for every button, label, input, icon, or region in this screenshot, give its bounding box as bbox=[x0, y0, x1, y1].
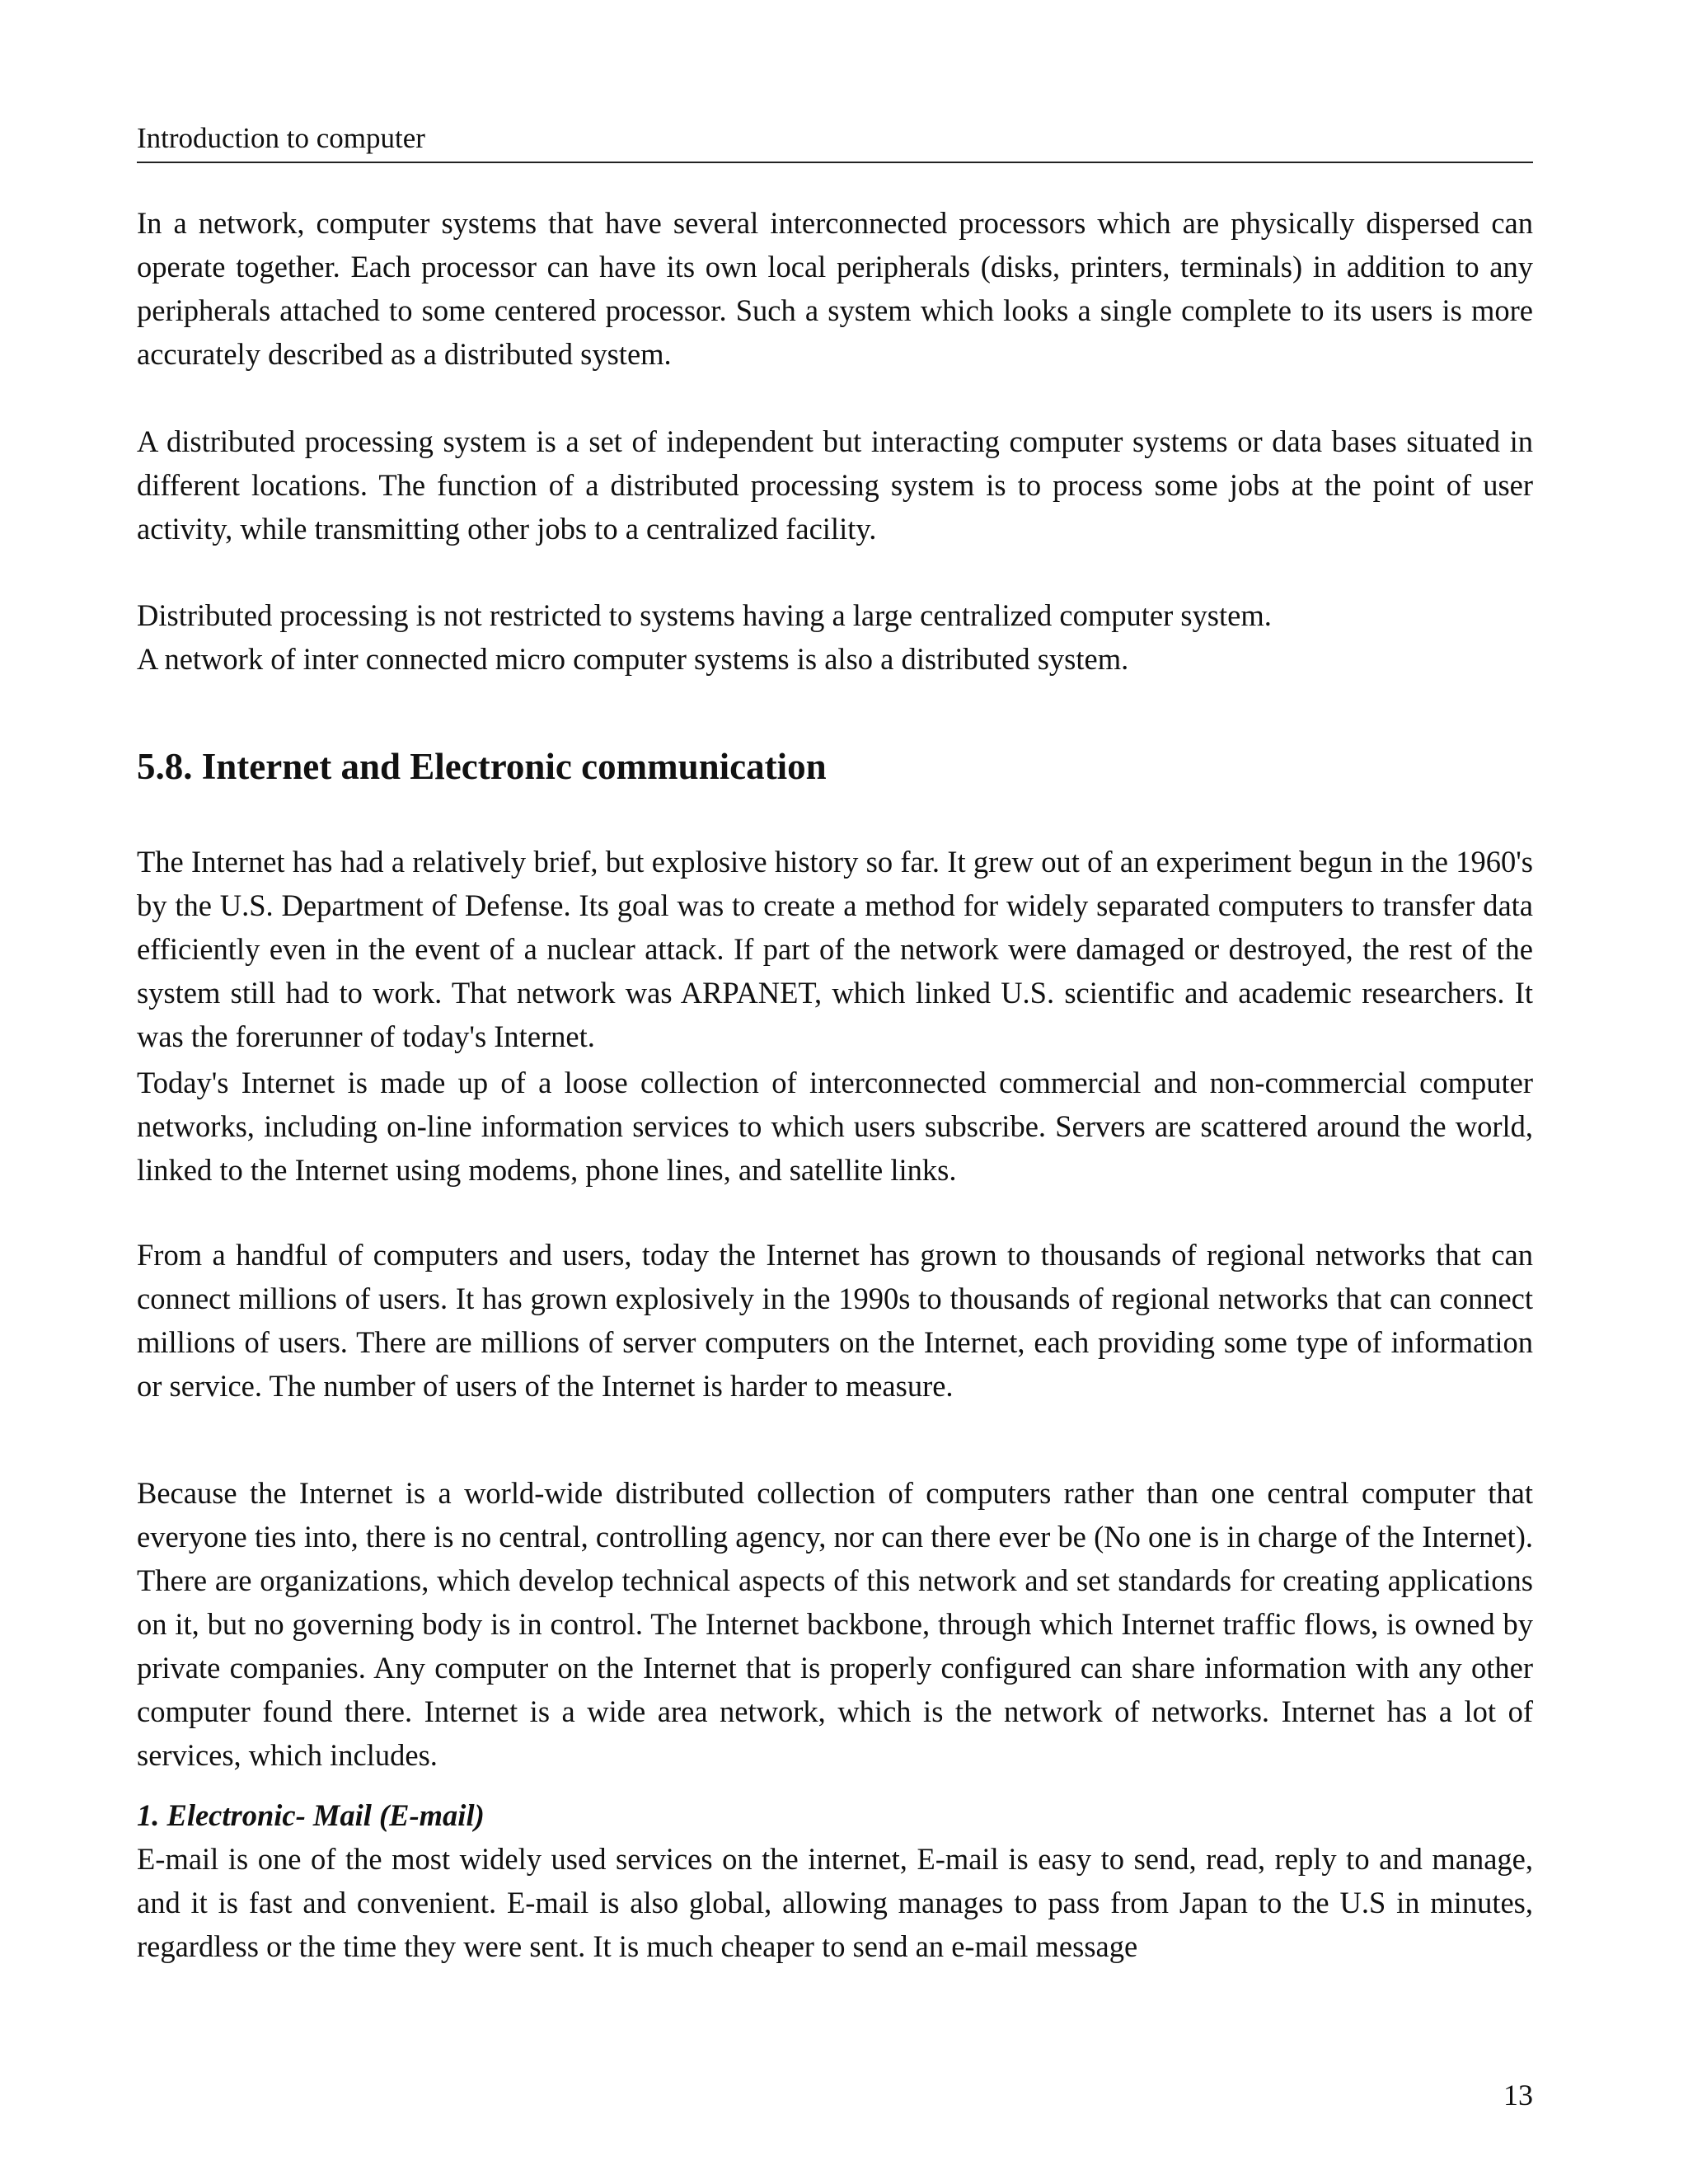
paragraph-email: E-mail is one of the most widely used services on the internet, E-mail is easy to send, read, reply to and manage, and it is fast and convenient. E-mail is also global, allowing manages to pass from Japan to the U.S in minutes, regardless or the time they were sent. It is much cheaper to send an e-mail message bbox=[137, 1842, 1533, 1963]
section-heading-internet: 5.8. Internet and Electronic communication bbox=[137, 746, 827, 787]
paragraph-distributed-not-restricted: Distributed processing is not restricted to systems having a large centralized computer system. bbox=[137, 598, 1272, 632]
paragraph-todays-internet: Today's Internet is made up of a loose collection of interconnected commercial and non-commercial computer networks, including on-line information services to which users subscribe. Servers are scattered around the world, linked to the Internet using modems, phone lines, and satellite links. bbox=[137, 1066, 1533, 1187]
running-header: Introduction to computer bbox=[137, 120, 1533, 163]
paragraph-distributed-network: In a network, computer systems that have several interconnected processors which are physically dispersed can operate together. Each processor can have its own local peripherals (disks, printers, terminals) in addition to any peripherals attached to some centered processor. Such a system which looks a single complete to its users is more accurately described as a distributed system. bbox=[137, 206, 1533, 371]
subheading-email: 1. Electronic- Mail (E-mail) bbox=[137, 1798, 485, 1832]
paragraph-micro-network: A network of inter connected micro computer systems is also a distributed system. bbox=[137, 642, 1129, 676]
paragraph-no-central-agency: Because the Internet is a world-wide distributed collection of computers rather than one central computer that everyone ties into, there is no central, controlling agency, nor can there ever be (No one is in charge of the Internet). There are organizations, which develop technical aspects of this network and set standards for creating applications on it, but no governing body is in control. The Internet backbone, through which Internet traffic flows, is owned by private companies. Any computer on the Internet that is properly configured can share information with any other computer found there. Internet is a wide area network, which is the network of networks. Internet has a lot of services, which includes. bbox=[137, 1476, 1533, 1772]
paragraph-internet-history: The Internet has had a relatively brief, but explosive history so far. It grew out of an experiment begun in the 1960's by the U.S. Department of Defense. Its goal was to create a method for widely separated computers to transfer data efficiently even in the event of a nuclear attack. If part of the network were damaged or destroyed, the rest of the system still had to work. That network was ARPANET, which linked U.S. scientific and academic researchers. It was the forerunner of today's Internet. bbox=[137, 845, 1533, 1053]
paragraph-internet-growth: From a handful of computers and users, today the Internet has grown to thousands of regional networks that can connect millions of users. It has grown explosively in the 1990s to thousands of regional networks that can connect millions of users. There are millions of server computers on the Internet, each providing some type of information or service. The number of users of the Internet is harder to measure. bbox=[137, 1238, 1533, 1403]
page-number: 13 bbox=[1503, 2079, 1533, 2111]
paragraph-distributed-processing-definition: A distributed processing system is a set of independent but interacting computer systems or data bases situated in different locations. The function of a distributed processing system is to process some jobs at the point of user activity, while transmitting other jobs to a centralized facility. bbox=[137, 424, 1533, 546]
document-page bbox=[137, 0, 1533, 2184]
